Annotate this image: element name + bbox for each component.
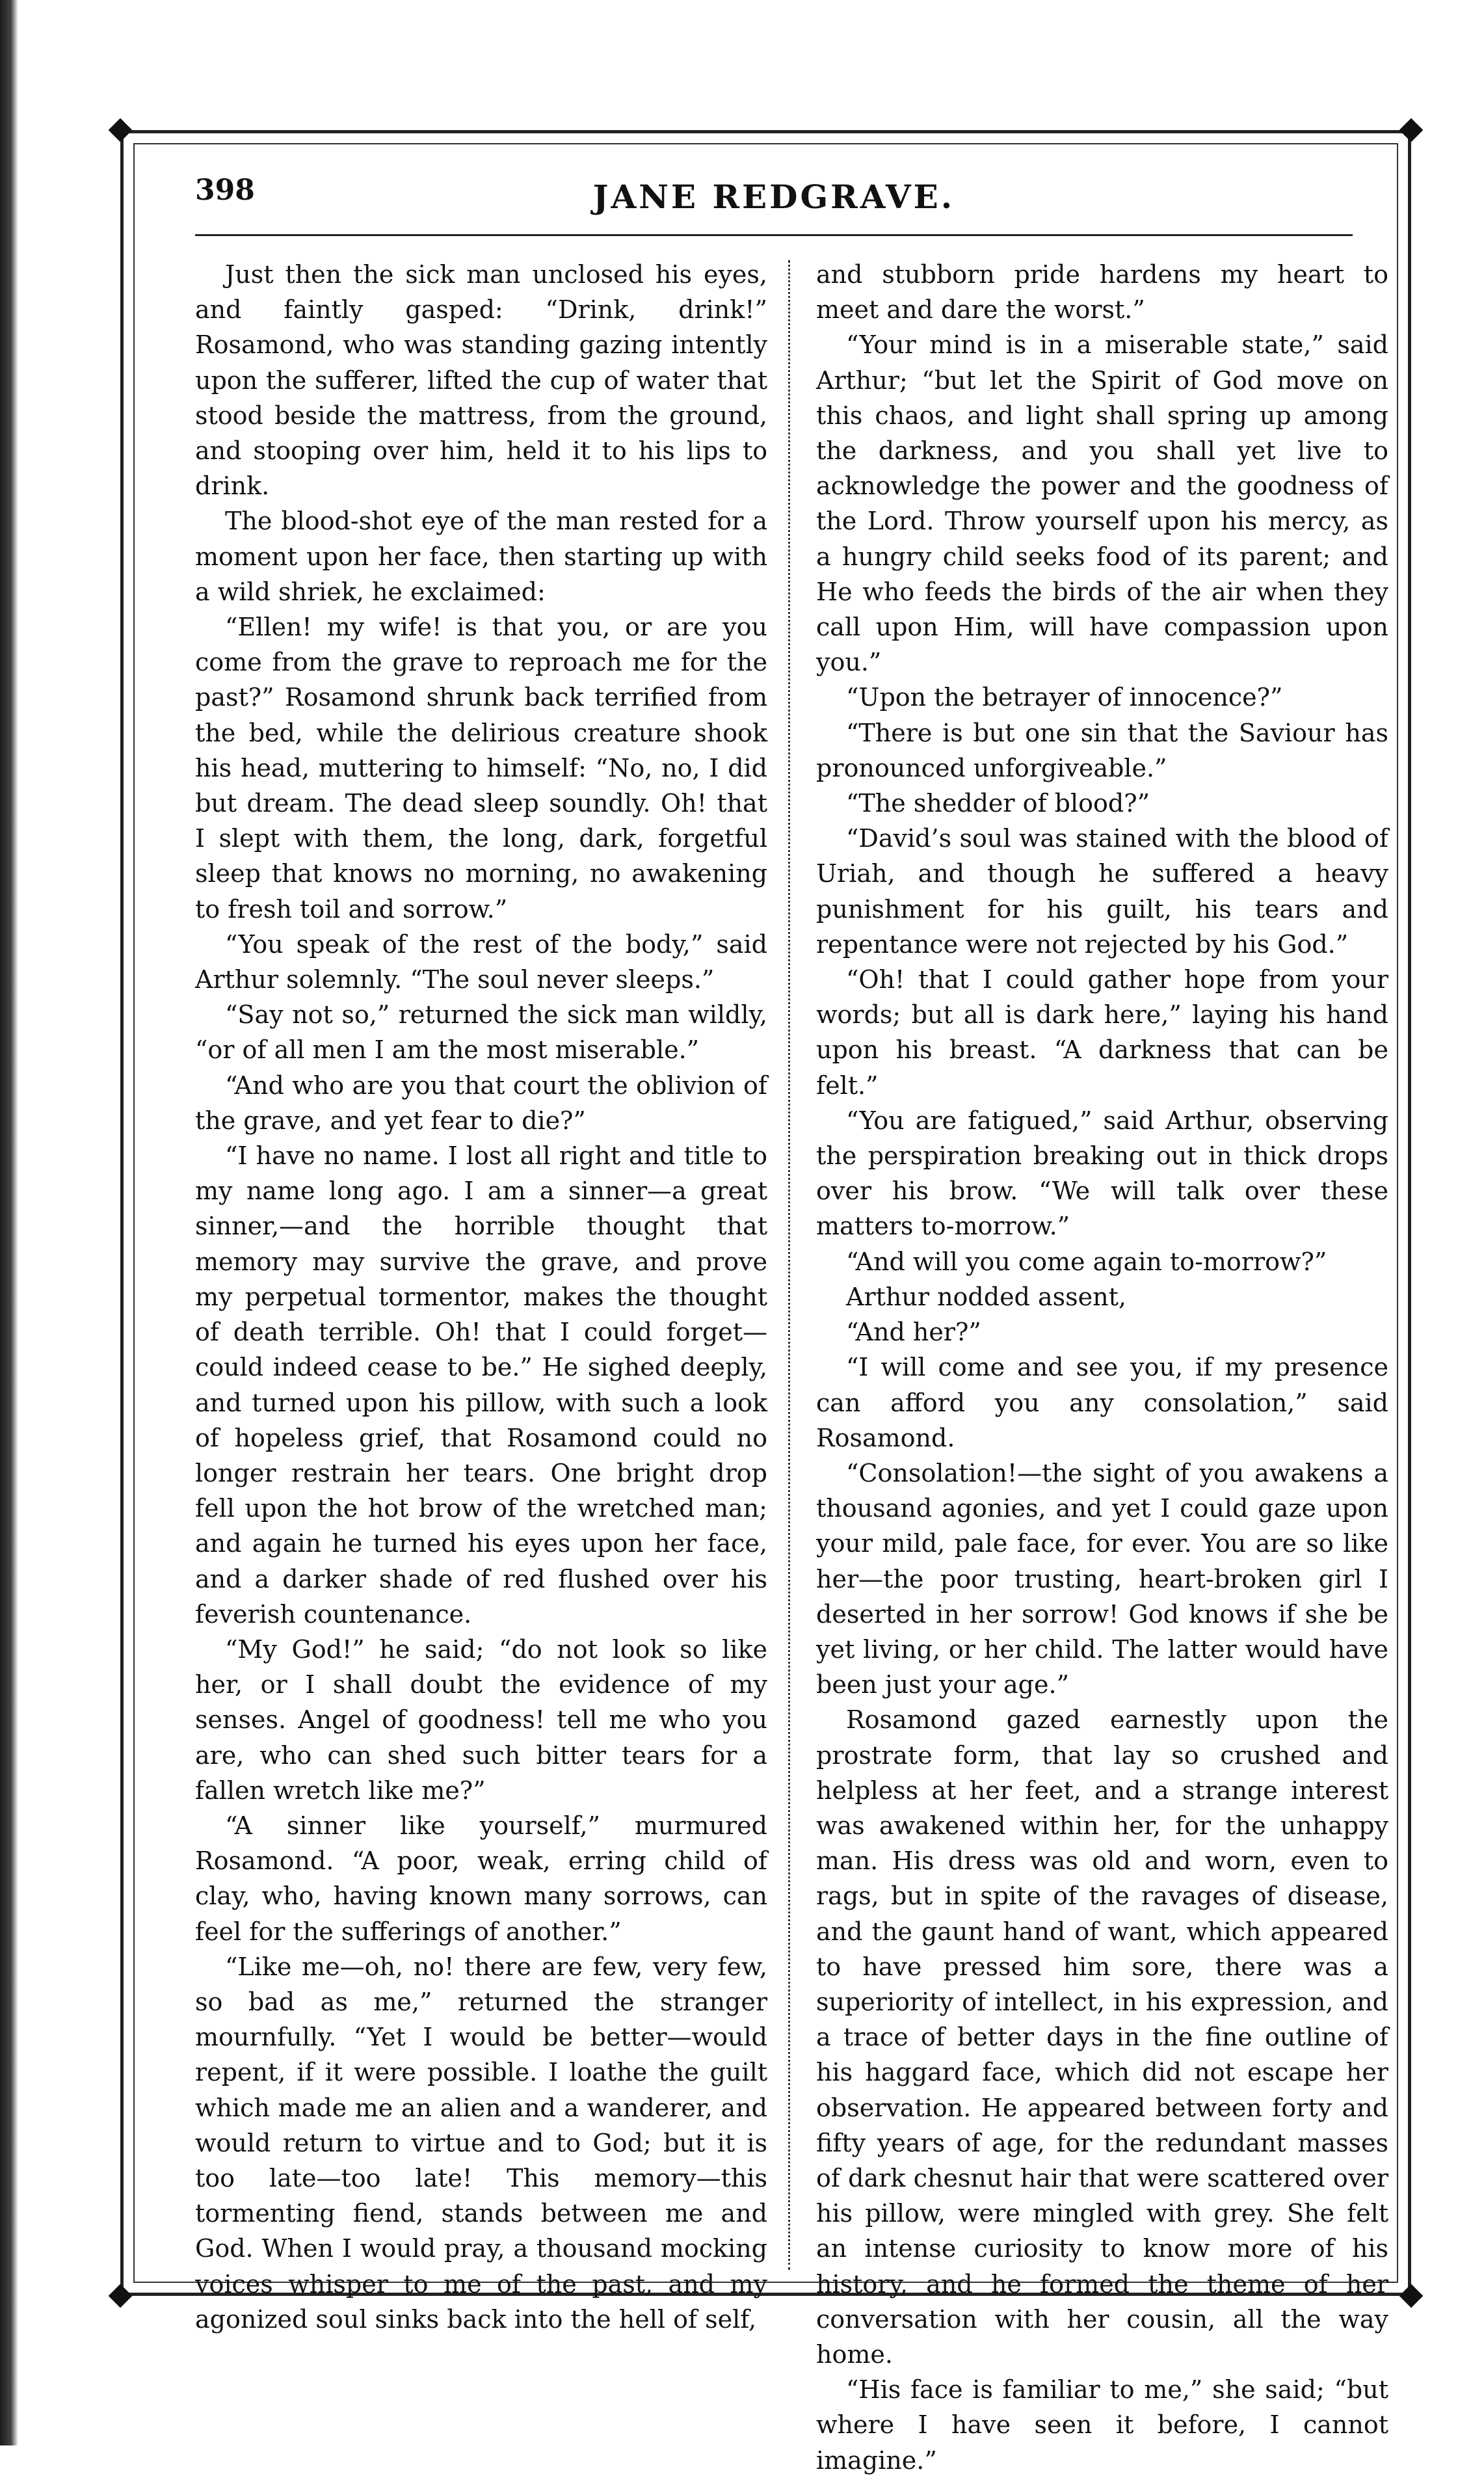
paragraph: Arthur nodded assent, xyxy=(846,1282,1126,1311)
paragraph: “I have no name. I lost all right and title to my name long ago. I am a sinner—a great sinner,—and the horrible thought that memory may survive the grave, and prove my perpetual tormentor, makes the thought of death terrible. Oh! that I could forget—could indeed cease to be.” He sighed deeply, and turned upon his pillow, with such a look of hopeless grief, that Rosamond could no longer restrain her tears. One bright drop fell upon the hot brow of the wretched man; and again he turned his eyes upon her face, and a darker shade of red flushed over his feverish countenance. xyxy=(195,1141,767,1629)
paragraph: “And who are you that court the oblivion of the grave, and yet fear to die?” xyxy=(195,1071,767,1135)
paragraph: “A sinner like yourself,” murmured Rosamond. “A poor, weak, erring child of clay, who, having known many sorrows, can feel for the sufferings of another.” xyxy=(195,1811,767,1946)
paragraph: “The shedder of blood?” xyxy=(846,789,1150,818)
paragraph: “Consolation!—the sight of you awakens a thousand agonies, and yet I could gaze upon your mild, pale face, for ever. You are so like her—the poor trusting, heart-broken girl I deserted in her sorrow! God knows if she be yet living, or her child. The latter would have been just your age.” xyxy=(816,1458,1388,1699)
paragraph: “Say not so,” returned the sick man wildly, “or of all men I am the most miserable.” xyxy=(195,1000,767,1065)
left-column xyxy=(195,257,767,2337)
paragraph: and stubborn pride hardens my heart to meet and dare the worst.” xyxy=(816,260,1388,325)
paragraph: “You are fatigued,” said Arthur, observing the perspiration breaking out in thick drops over his brow. “We will talk over these matters to-morrow.” xyxy=(816,1106,1388,1241)
paragraph: “Like me—oh, no! there are few, very few, so bad as me,” returned the stranger mournfully. “Yet I would be better—would repent, if it were possible. I loathe the guilt which made me an alien and a wanderer, and would return to virtue and to God; but it is too late—too late! This memory—this tormenting fiend, stands between me and God. When I would pray, a thousand mocking voices whisper to me of the past, and my agonized soul sinks back into the hell of self, xyxy=(195,1952,767,2334)
running-title: JANE REDGRAVE. xyxy=(592,178,955,216)
paragraph: “David’s soul was stained with the blood of Uriah, and though he suffered a heavy punishment for his guilt, his tears and repentance were not rejected by his God.” xyxy=(816,824,1388,959)
paragraph: “There is but one sin that the Saviour has pronounced unforgiveable.” xyxy=(816,718,1388,782)
paragraph: “Upon the betrayer of innocence?” xyxy=(846,683,1283,712)
paragraph: Rosamond gazed earnestly upon the prostrate form, that lay so crushed and helpless at her feet, and a strange interest was awakened within her, for the unhappy man. His dress was old and worn, even to rags, but in spite of the ravages of disease, and the gaunt hand of want, which appeared to have pressed him sore, there was a superiority of intellect, in his expression, and a trace of better days in the fine outline of his haggard face, which did not escape her observation. He appeared between forty and fifty years of age, for the redundant masses of dark chesnut hair that were scattered over his pillow, were mingled with grey. She felt an intense curiosity to know more of his history, and he formed the theme of her conversation with her cousin, all the way home. xyxy=(816,1705,1388,2369)
paragraph: “Ellen! my wife! is that you, or are you come from the grave to reproach me for the past?” Rosamond shrunk back terrified from the bed, while the delirious creature shook his head, muttering to himself: “No, no, I did but dream. The dead sleep soundly. Oh! that I slept with them, the long, dark, forgetful sleep that knows no morning, no awakening to fresh toil and sorrow.” xyxy=(195,613,767,924)
paragraph: “I will come and see you, if my presence can afford you any consolation,” said Rosamond. xyxy=(816,1353,1388,1452)
paragraph: “My God!” he said; “do not look so like her, or I shall doubt the evidence of my senses. Angel of goodness! tell me who you are, who can shed such bitter tears for a fallen wretch like me?” xyxy=(195,1634,767,1805)
paragraph: “His face is familiar to me,” she said; “but where I have seen it before, I cannot imagine.” xyxy=(816,2375,1388,2475)
paragraph: “And her?” xyxy=(846,1318,981,1347)
paragraph: “You speak of the rest of the body,” said Arthur solemnly. “The soul never sleeps.” xyxy=(195,929,767,994)
header-rule xyxy=(195,234,1353,236)
right-column xyxy=(816,257,1388,2478)
paragraph: “And will you come again to-morrow?” xyxy=(846,1247,1327,1276)
paragraph: Just then the sick man unclosed his eyes, and faintly gasped: “Drink, drink!” Rosamond, who was standing gazing intently upon the sufferer, lifted the cup of water that stood beside the mattress, from the ground, and stooping over him, held it to his lips to drink. xyxy=(195,260,767,501)
paragraph: “Oh! that I could gather hope from your words; but all is dark here,” laying his hand upon his breast. “A darkness that can be felt.” xyxy=(816,965,1388,1100)
page-edge-shadow xyxy=(0,0,18,2445)
column-divider xyxy=(788,260,790,2270)
page-number: 398 xyxy=(195,174,255,207)
paragraph: “Your mind is in a miserable state,” said Arthur; “but let the Spirit of God move on this chaos, and light shall spring up among the darkness, and you shall yet live to acknowledge the power and the goodness of the Lord. Throw yourself upon his mercy, as a hungry child seeks food of its parent; and He who feeds the birds of the air when they call upon Him, will have compassion upon you.” xyxy=(816,330,1388,677)
paragraph: The blood-shot eye of the man rested for a moment upon her face, then starting up with a wild shriek, he exclaimed: xyxy=(195,507,767,606)
page-header xyxy=(195,166,1353,237)
